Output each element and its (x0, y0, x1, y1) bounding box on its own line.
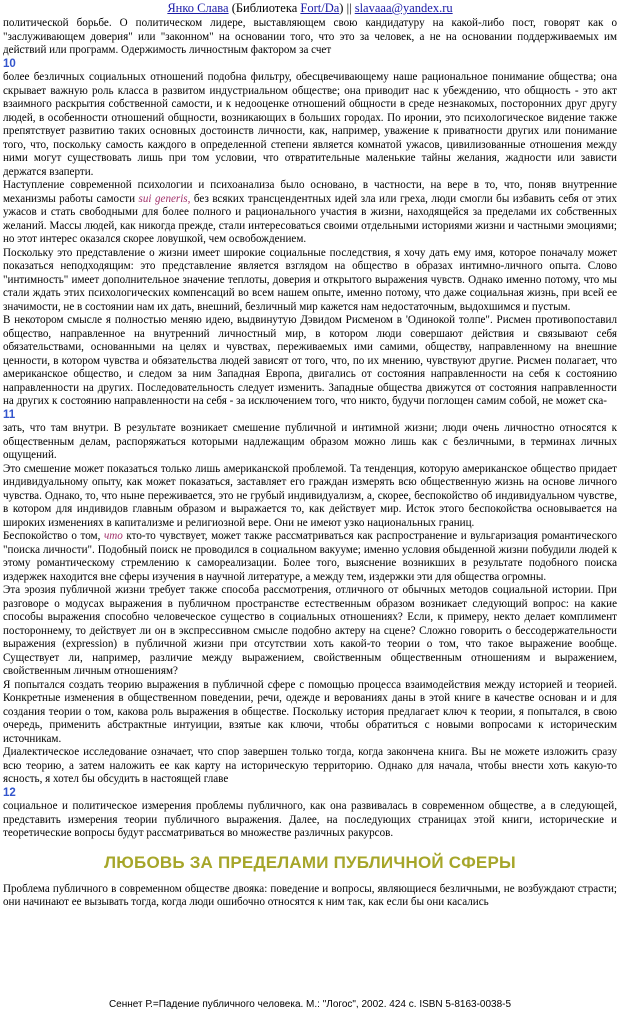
header-separator: || (343, 1, 355, 15)
paragraph-8: Эта эрозия публичной жизни требует также способа рассмотрения, отличного от обычных методов социальной истории. При разговоре о модусах выражения в публичном пространстве естественным образом возникает следующий вопрос: на какие способы выражения способно человеческое существо в социальных отношениях? Если, к примеру, некто делает комплимент постороннему, то действует ли он в экспрессивном смысле подобно актеру на сцене? Сложно говорить о бессодержательности выражения (expression) в публичной жизни при отсутствии хоть какой-то теории о том, что такое выражение вообще. Существует ли, например, различие между выражением, свойственным общественным отношениям и выражением, свойственным личным отношениям? (3, 584, 617, 677)
paragraph-5: зать, что там внутри. В результате возникает смешение публичной и интимной жизни; люди очень личностно относятся к общественным делам, распоряжаться которыми надлежащим образом можно лишь как с безличными, в терминах личных ощущений. (3, 422, 617, 461)
paragraph-7 (3, 530, 617, 584)
library-link[interactable]: Fort/Da (300, 1, 340, 15)
paragraph-7-part-b: кто-то чувствует, может также рассматриваться как распространение и вульгаризация романтического "поиска личности". Подобный поиск не проводился в социальном вакууме; именно условия обыденной жизни побудили людей к этому романтическому стремлению к самореализации. Более того, выяснение возникших в результате подобного поиска издержек находится вне сферы изучения в научной литературе, а между тем, издержки эти для общества огромны. (3, 530, 617, 583)
header-text-close: ) (339, 1, 344, 15)
page-number-12: 12 (3, 786, 16, 799)
paragraph-9: Я попытался создать теорию выражения в публичной сфере с помощью процесса взаимодействия между историей и теорией. Конкретные изменения в общественном поведении, речи, одежде и верованиях даны в этой книге в качестве основан и и для создания теории о том, какова роль выражения в обществе. Поскольку история предлагает ключ к теории, я попытался, в свою очередь, применить абстрактные интуиции, взятые как ключи, чтобы обратиться с новыми вопросами к историческим источникам. (3, 678, 617, 745)
paragraph-top: политической борьбе. О политическом лидере, выставляющем свою кандидатуру на какой-либо пост, говорят как о "заслуживающем доверия" или "законном" на основании того, что это за человек, а не на основании поддерживаемых им действий или программ. Одержимость личностным фактором за счет (3, 17, 617, 56)
paragraph-3: Поскольку это представление о жизни имеет широкие социальные последствия, я хочу дать ему имя, которое поначалу может показаться неподходящим: это представление является взглядом на общество в образах интимно-личного опыта. Слово "интимность" имеет дополнительное значение теплоты, доверия и открытого выражения чувств. Однако именно потому, что мы стали ждать этих психологических компенсаций во всем нашем опыте, именно потому, что даже социальная жизнь, при всей ее значимости, не в состоянии нам их дать, внешний, безличный мир кажется нам недостаточным, выдохшимся и пустым. (3, 246, 617, 313)
paragraph-2 (3, 179, 617, 247)
italic-term: sui generis, (138, 192, 191, 205)
italic-word: что (103, 530, 123, 542)
paragraph-2-part-a: Наступление современной психологии и психоанализа было основано, в частности, на вере в то, что, поняв внутренние механизмы работы самости (3, 179, 617, 205)
page-number-10: 10 (3, 57, 16, 70)
paragraph-10: Диалектическое исследование означает, что спор завершен только тогда, когда закончена книга. Вы не можете изложить сразу всю теорию, а затем наложить ее как карту на историческую территорию. Однако для начала, чтобы внести хоть какую-то ясность, я хотел бы обсудить в настоящей главе (3, 746, 617, 785)
header-text-open: (Библиотека (228, 1, 301, 15)
page-number-11: 11 (3, 408, 16, 421)
paragraph-6: Это смешение может показаться только лишь американской проблемой. Та тенденция, которую американское общество придает индивидуальному опыту, как может показаться, заставляет его граждан измерять всю общественную жизнь на основе личного чувства. Однако, то, что ныне переживается, это не грубый индивидуализм, а, скорее, беспокойство об индивидуальном чувстве, в котором для индивидов главным образом и выражается то, как действует мир. Исток этого беспокойства основывается на широких изменениях в капитализме и религиозной вере. Они не имеют узко национальных границ. (3, 462, 617, 529)
paragraph-12: Проблема публичного в современном обществе двояка: поведение и вопросы, являющиеся безличными, не возбуждают страсти; они начинают ее вызывать тогда, когда люди ошибочно относятся к ним так, как если бы они касались (3, 882, 617, 908)
document-body (3, 17, 617, 910)
page-footer: Сеннет Р.=Падение публичного человека. М.: "Логос", 2002. 424 с. ISBN 5-8163-0038-5 (108, 999, 512, 1010)
paragraph-7-part-a: Беспокойство о том, (3, 530, 104, 542)
paragraph-2-part-b: без всяких трансцендентных идей зла или греха, люди смогли бы избавить себя от этих ужасов и стать свободными для более полного и рационального участия в жизни, находящейся за пределами их собственных желаний. Массы людей, как никогда прежде, стали интересоваться своими отдельными историями жизни и частными эмоциями; но этот интерес оказался скорее ловушкой, чем освобождением. (3, 192, 617, 245)
author-link[interactable]: Янко Слава (167, 1, 229, 15)
paragraph-11: социальное и политическое измерения проблемы публичного, как она развивалась в современном обществе, а в следующей, представить измерения теории публичного выражения. Далее, на последующих страницах этой книги, исторические и теоретические вопросы будут рассматриваться во множестве различных ракурсов. (3, 800, 617, 839)
page-header (3, 0, 617, 17)
chapter-title: ЛЮБОВЬ ЗА ПРЕДЕЛАМИ ПУБЛИЧНОЙ СФЕРЫ (104, 852, 516, 872)
paragraph-4: В некотором смысле я полностью меняю идею, выдвинутую Дэвидом Рисменом в 'Одинокой толпе". Рисмен противопоставил общество, направленное на внутренний личностный мир, в котором люди совершают действия и связывают себя обязательствами, основанными на целях и чувствах, переживаемых ими самими, обществу, направленному на внешние ценности, в котором чувства и обязательства людей зависят от того, что, по их мнению, чувствуют другие. Рисмен полагает, что американское общество, и следом за ним Западная Европа, двигались от состояния направленности на себя к состоянию направленности на других. Последовательность следует изменить. Западные общества движутся от состояния направленности на других к состоянию направленности на себя - за исключением того, что никто, будучи поглощен самим собой, не может ска- (3, 314, 617, 407)
paragraph-1: более безличных социальных отношений подобна фильтру, обесцвечивающему наше рациональное понимание общества; она скрывает важную роль класса в развитом индустриальном обществе; она приводит нас к убеждению, что общность - это акт взаимного раскрытия собственной самости, и к недооценке отношений общности в среде незнакомых, посторонних друг другу людей, в особенности отношений общности, возникающих в больших городах. По иронии, это психологическое видение также препятствует развитию таких основных достоинств личности, как, например, уважение к приватности других или понимание того, что, поскольку самость каждого в определенной степени является комнатой ужасов, цивилизованные отношения между ними могут существовать лишь при том условии, что отвратительные маленькие тайны желания, жадности или зависти держатся взаперти. (3, 71, 617, 178)
email-link[interactable]: slavaaa@yandex.ru (354, 1, 453, 15)
